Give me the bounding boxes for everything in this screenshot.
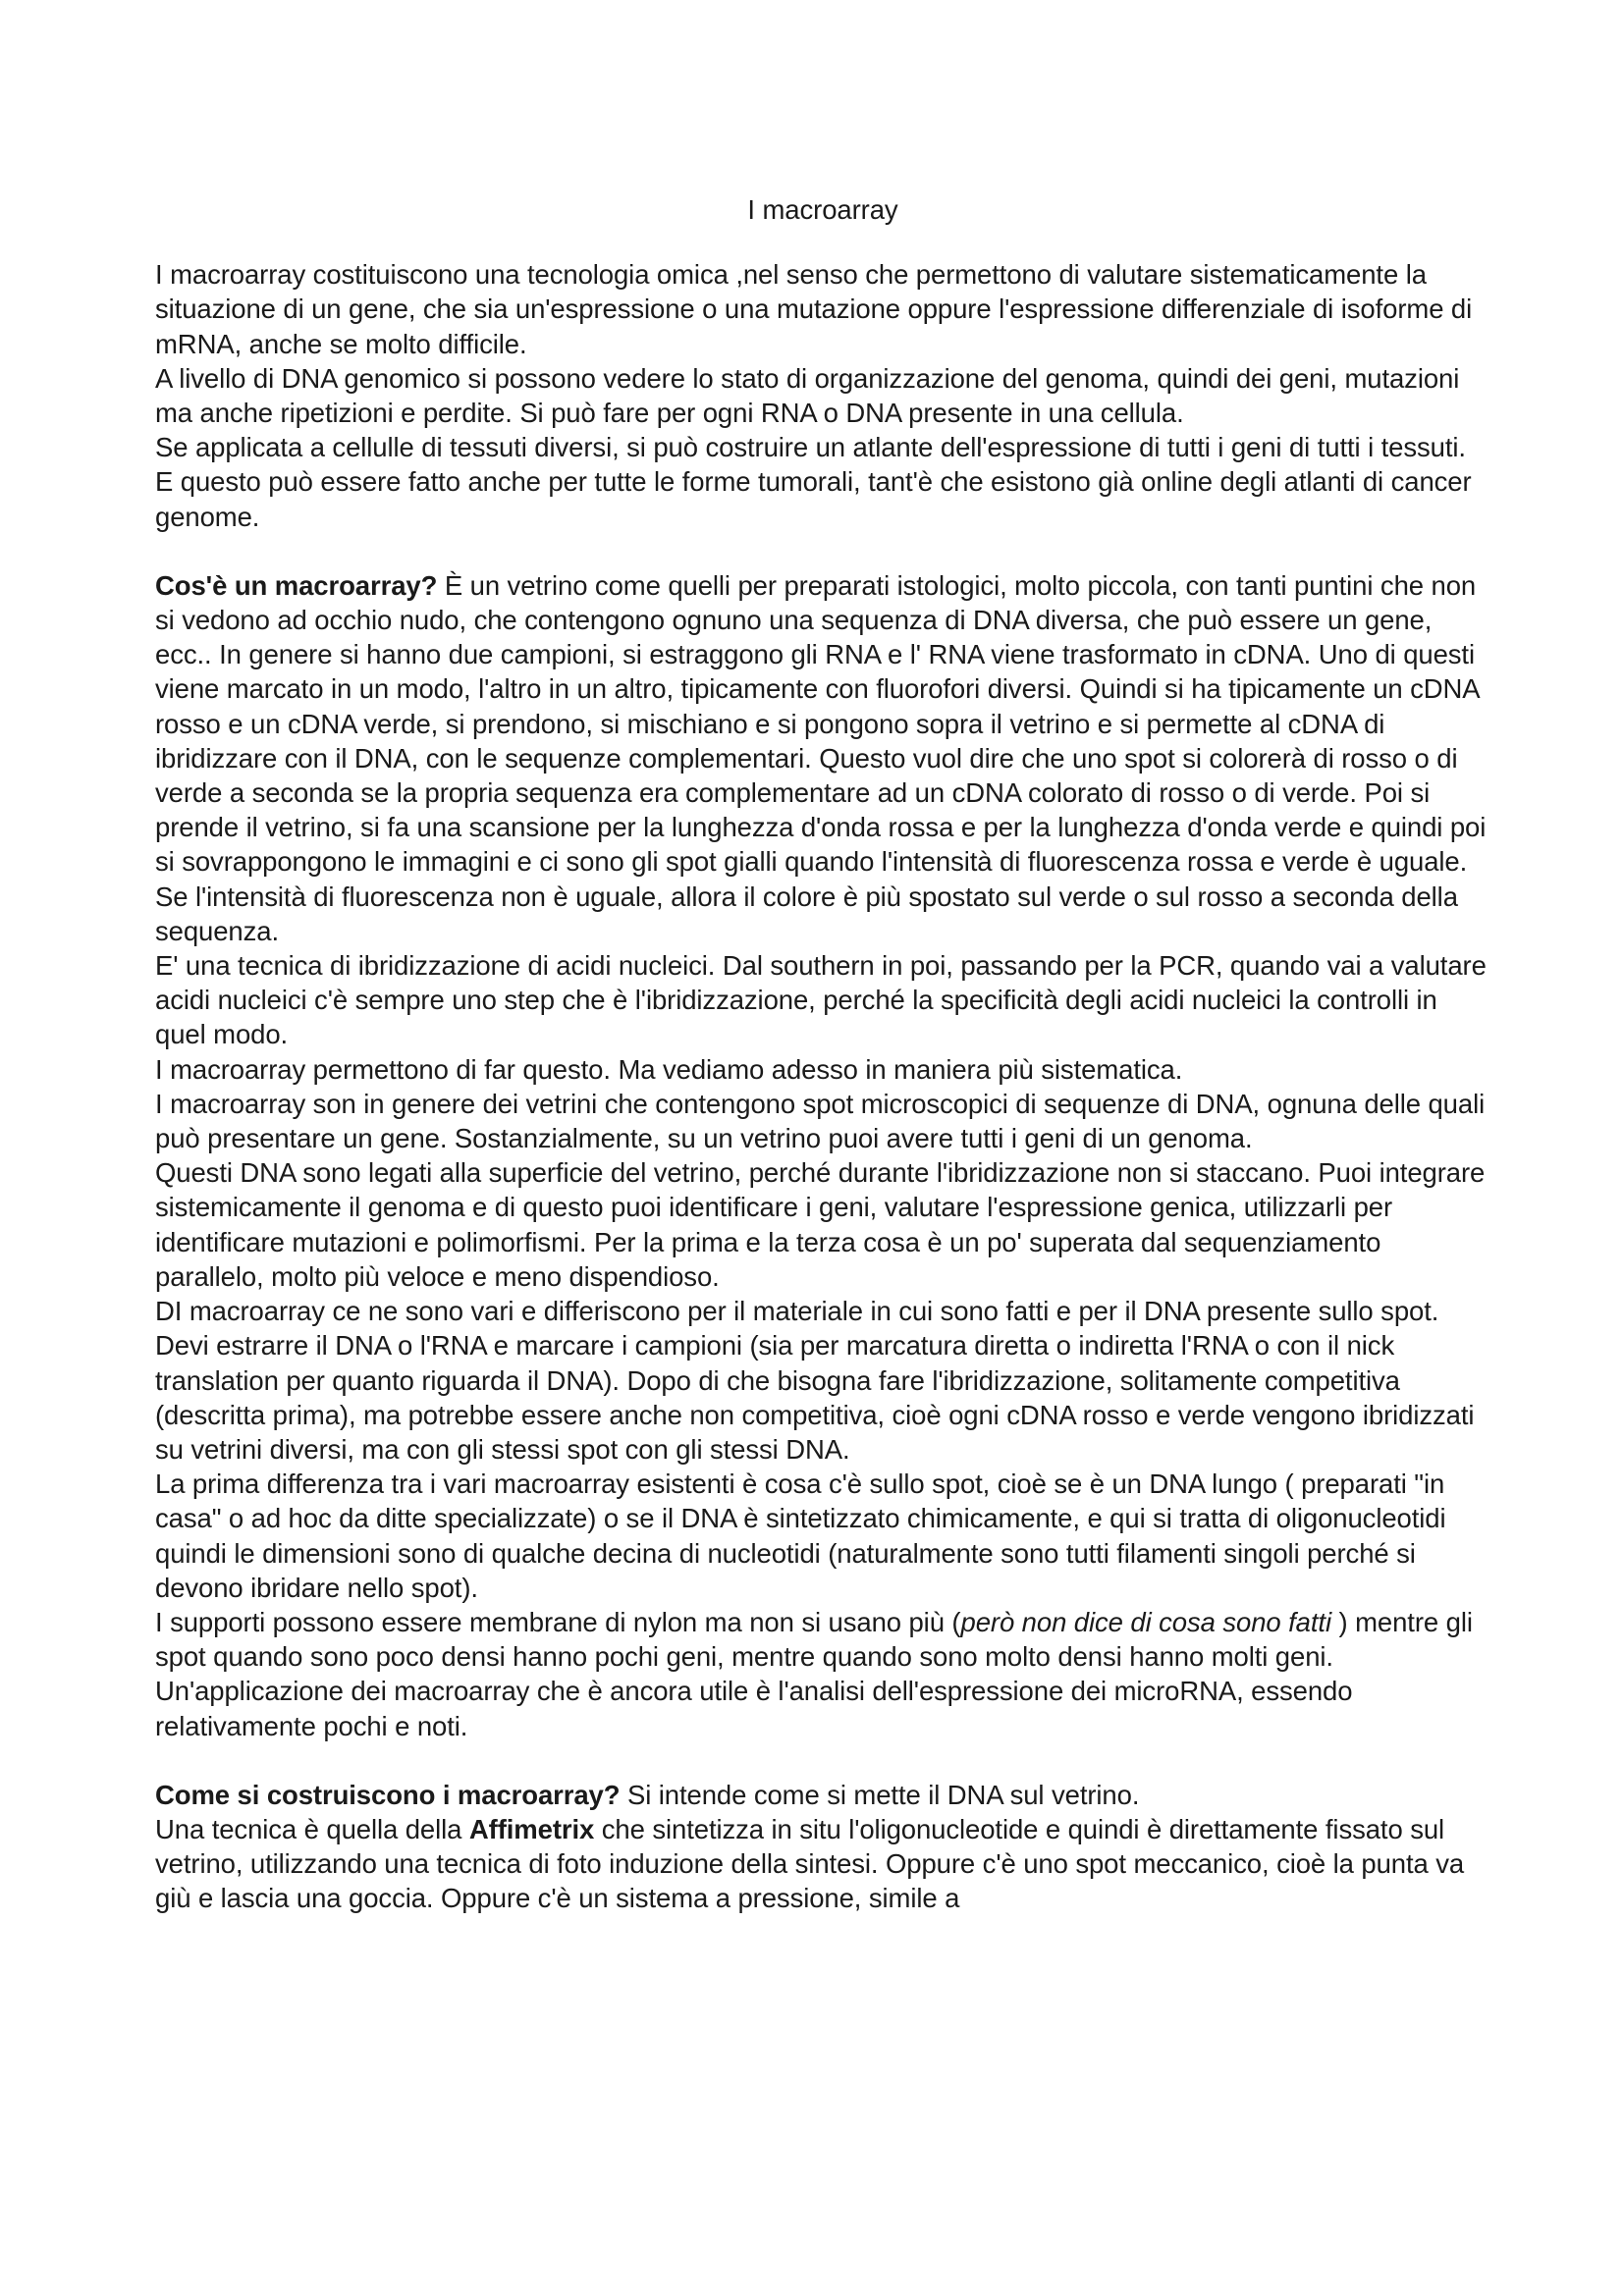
section1-paragraph-4: I macroarray son in genere dei vetrini che contengono spot microscopici di sequenze di DNA, ognuna delle quali può presentare un gene. Sostanzialmente, su un vetrino puoi avere tutti i geni di un genoma. xyxy=(155,1088,1486,1154)
section2-paragraph-2: Una tecnica è quella della Affimetrix che sintetizza in situ l'oligonucleotide e quindi è direttamente fissato sul vetrino, utilizzando una tecnica di foto induzione della sintesi. Oppure c'è uno spot meccanico, cioè la punta va giù e lascia una goccia. Oppure c'è un sistema a pressione, simile a xyxy=(155,1813,1465,1914)
supports-italic-note: però non dice di cosa sono fatti xyxy=(960,1606,1331,1637)
paragraph-gap xyxy=(155,1743,1490,1778)
microrna-paragraph: Un'applicazione dei macroarray che è ancora utile è l'analisi dell'espressione dei microRNA, essendo relativamente pochi e noti. xyxy=(155,1676,1353,1741)
section1-first-text: È un vetrino come quelli per preparati istologici, molto piccola, con tanti puntini che non si vedono ad occhio nudo, che contengono ognuno una sequenza di DNA diversa, che può essere un gene, ecc.. In genere si hanno due campioni, si estraggono gli RNA e l' RNA viene trasformato in cDNA. Uno di questi viene marcato in un modo, l'altro in un altro, tipicamente con fluorofori diversi. Quindi si ha tipicamente un cDNA rosso e un cDNA verde, si prendono, si mischiano e si pongono sopra il vetrino e si permette al cDNA di ibridizzare con il DNA, con le sequenze complementari. Questo vuol dire che uno spot si colorerà di rosso o di verde a seconda se la propria sequenza era complementare ad un cDNA colorato di rosso o di verde. Poi si prende il vetrino, si fa una scansione per la lunghezza d'onda rossa e per la lunghezza d'onda verde e quindi poi si sovrappongono le immagini e ci sono gli spot gialli quando l'intensità di fluorescenza rossa e verde è uguale. Se l'intensità di fluorescenza non è uguale, allora il colore è più spostato sul verde o sul rosso a seconda della sequenza. xyxy=(155,569,1487,946)
section1-first-paragraph xyxy=(155,568,1490,948)
intro-paragraph-3: Se applicata a cellulle di tessuti diversi, si può costruire un atlante dell'espressione di tutti i geni di tutti i tessuti. E questo può essere fatto anche per tutte le forme tumorali, tant'è che esistono già online degli atlanti di cancer genome. xyxy=(155,432,1472,532)
section2-first-text: Si intende come si mette il DNA sul vetrino. xyxy=(620,1779,1140,1810)
section1-heading: Cos'è un macroarray? xyxy=(155,569,438,601)
paragraph-gap xyxy=(155,534,1490,568)
section2-heading: Come si costruiscono i macroarray? xyxy=(155,1779,621,1810)
section1-paragraph-6: DI macroarray ce ne sono vari e differiscono per il materiale in cui sono fatti e per il DNA presente sullo spot. Devi estrarre il DNA o l'RNA e marcare i campioni (sia per marcatura diretta o indiretta l'RNA o con il nick translation per quanto riguarda il DNA). Dopo di che bisogna fare l'ibridizzazione, solitamente competitiva (descritta prima), ma potrebbe essere anche non competitiva, cioè ogni cDNA rosso e verde vengono ibridizzati su vetrini diversi, ma con gli stessi spot con gli stessi DNA. xyxy=(155,1296,1475,1465)
intro-paragraph-2: A livello di DNA genomico si possono vedere lo stato di organizzazione del genoma, quindi dei geni, mutazioni ma anche ripetizioni e perdite. Si può fare per ogni RNA o DNA presente in una cellula. xyxy=(155,362,1460,429)
section1-paragraph-5: Questi DNA sono legati alla superficie del vetrino, perché durante l'ibridizzazione non si staccano. Puoi integrare sistemicamente il genoma e di questo puoi identificare i geni, valutare l'espressione genica, utilizzarli per identificare mutazioni e polimorfismi. Per la prima e la terza cosa è un po' superata dal sequenziamento parallelo, molto più veloce e meno dispendioso. xyxy=(155,1157,1486,1292)
affimetrix-term: Affimetrix xyxy=(468,1813,595,1844)
document-page xyxy=(155,192,1490,1916)
intro-paragraph-1: I macroarray costituiscono una tecnologia omica ,nel senso che permettono di valutare sistematicamente la situazione di un gene, che sia un'espressione o una mutazione oppure l'espressione differenziale di isoforme di mRNA, anche se molto difficile. xyxy=(155,259,1473,359)
section1-paragraph-7: La prima differenza tra i vari macroarray esistenti è cosa c'è sullo spot, cioè se è un DNA lungo ( preparati "in casa" o ad hoc da ditte specializzate) o se il DNA è sintetizzato chimicamente, e qui si tratta di oligonucleotidi quindi le dimensioni sono di qualche decina di nucleotidi (naturalmente sono tutti filamenti singoli perché si devono ibridare nello spot). xyxy=(155,1468,1446,1603)
supports-paragraph: I supporti possono essere membrane di nylon ma non si usano più (però non dice di cosa sono fatti ) mentre gli spot quando sono poco densi hanno pochi geni, mentre quando sono molto densi hanno molti geni. xyxy=(155,1606,1473,1673)
section1-paragraph-2: E' una tecnica di ibridizzazione di acidi nucleici. Dal southern in poi, passando per la PCR, quando vai a valutare acidi nucleici c'è sempre uno step che è l'ibridizzazione, perché la specificità degli acidi nucleici la controlli in quel modo. xyxy=(155,950,1487,1050)
section2-first-paragraph xyxy=(155,1778,1490,1812)
section1-paragraph-3: I macroarray permettono di far questo. Ma vediamo adesso in maniera più sistematica. xyxy=(155,1053,1183,1085)
document-title: I macroarray xyxy=(747,194,898,225)
